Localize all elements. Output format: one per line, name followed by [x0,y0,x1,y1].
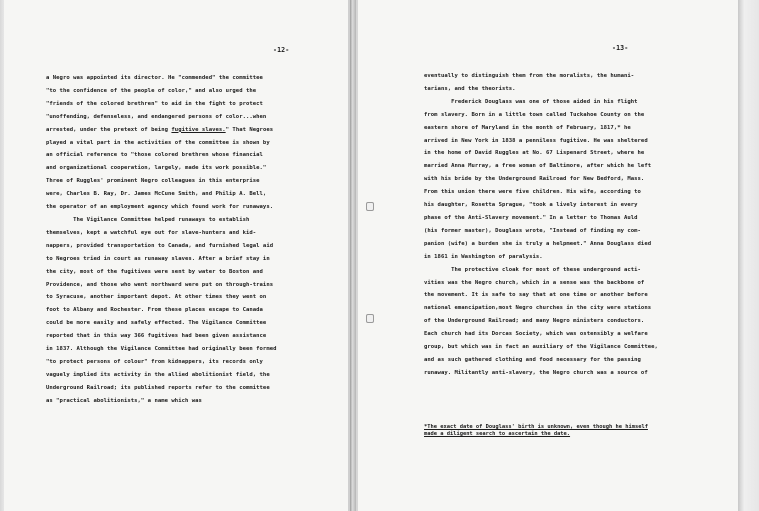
left-text-line: as "practical abolitionists," a name which was [46,397,202,404]
left-text-line: nappers, provided transportation to Canada, and furnished legal aid [46,242,274,249]
left-text-line: "to the confidence of the people of color," and also urged the [46,87,257,94]
right-text-line: in 1861 in Washington of paralysis. [424,253,543,260]
right-page [356,0,738,511]
left-text-line: were, Charles B. Ray, Dr. James McCune Smith, and Philip A. Bell, [46,191,267,198]
right-text-line: group, but which was in fact an auxiliary of the Vigilance Committee, [424,344,658,351]
left-text-line: Underground Railroad; its published reports refer to the committee [46,384,270,391]
left-text-line: to Syracuse, another important depot. At other times they went on [46,294,267,301]
right-text-line: Each church had its Dorcas Society, which was ostensibly a welfare [424,331,648,338]
right-page-number: -13- [612,44,629,52]
right-page-body [424,70,658,380]
right-text-line: runaway. Militantly anti-slavery, the Negro church was a source of [424,369,648,376]
left-text-line: vaguely implied its activity in the allied abolitionist field, the [46,371,270,378]
left-text-line: foot to Albany and Rochester. From these places escape to Canada [46,307,263,314]
left-page [4,0,350,511]
left-text-line: "friends of the colored brethren" to aid in the fight to protect [46,100,263,107]
right-text-line: From this union there were five children. His wife, according to [424,189,641,196]
left-text-line: the city, most of the fugitives were sent by water to Boston and [46,268,263,275]
left-text-line: themselves, kept a watchful eye out for slave-hunters and kid- [46,229,257,236]
scanner-edge [738,0,759,511]
right-text-line: and as such gathered clothing and food necessary for the passing [424,356,641,363]
left-text-line: arrested, under the pretext of being fugitive slaves." That Negroes [46,126,274,133]
left-text-line: to Negroes tried in court as runaway slaves. After a brief stay in [46,255,270,262]
footnote-line: *The exact date of Douglass' birth is unknown, even though he himself [424,424,648,430]
right-text-line: with his bride by the Underground Railroad for New Bedford, Mass. [424,176,645,183]
right-text-line: (his former master), Douglass wrote, "Instead of finding my com- [424,227,641,234]
right-text-line: panion (wife) a burden she is truly a helpmeet." Anna Douglass died [424,240,652,247]
left-text-line: a Negro was appointed its director. He "commended" the committee [46,75,263,81]
right-text-line: the movement. It is safe to say that at one time or another before [424,292,648,299]
left-text-line: "to protect persons of colour" from kidnappers, its records only [46,358,263,365]
left-text-line: the operator of an employment agency which found work for runaways. [46,204,274,211]
right-text-line: from slavery. Born in a little town called Tuckahoe County on the [424,111,645,118]
right-text-line: phase of the Anti-Slavery movement." In a letter to Thomas Auld [424,214,638,221]
left-page-number: -12- [273,46,290,54]
left-text-line: Providence, and those who went northward were put on through-trains [46,281,274,288]
right-text-line: vities was the Negro church, which in a sense was the backbone of [424,279,645,286]
left-text-line: "unoffending, defenseless, and endangered persons of color...when [46,113,267,120]
binder-hole-top [366,202,374,211]
underlined-phrase: fugitive slaves. [171,126,226,133]
right-text-line: eventually to distinguish them from the moralists, the humani- [424,73,635,79]
left-text-line: played a vital part in the activities of the committee is shown by [46,139,270,146]
left-text-line: could be more easily and safely effected. The Vigilance Committee [46,320,267,327]
right-text-line: his daughter, Rosetta Sprague, "took a lively interest in every [424,202,638,209]
right-text-line: Frederick Douglass was one of those aided in his flight [424,98,638,105]
binder-hole-bottom [366,314,374,323]
right-text-line: married Anna Murray, a free woman of Baltimore, after which he left [424,163,652,170]
right-text-line: tarians, and the theorists. [424,85,516,92]
left-text-line: reported that in this way 366 fugitives had been given assistance [46,333,267,340]
left-text-line: an official reference to "those colored brethren whose financial [46,152,263,159]
right-text-line: The protective cloak for most of these underground acti- [424,266,641,273]
right-text-line: eastern shore of Maryland in the month of February, 1817,* he [424,124,631,131]
left-text-line: in 1837. Although the Vigilance Committee had originally been formed [46,346,277,353]
left-text-line: and organizational cooperation, largely, made its work possible." [46,165,267,172]
left-text-line: The Vigilance Committee helped runaways to establish [46,216,250,223]
right-text-line: of the Underground Railroad; and many Negro ministers conductors. [424,318,645,325]
right-text-line: national emancipation,most Negro churches in the city were stations [424,305,652,312]
footnote-line: made a diligent search to ascertain the date. [424,431,571,437]
left-page-body [46,72,277,408]
right-page-footnote [424,424,648,438]
left-text-line: Three of Ruggles' prominent Negro colleagues in this enterprise [46,178,260,185]
right-text-line: in the home of David Ruggles at No. 67 Lispenard Street, where he [424,150,645,157]
right-text-line: arrived in New York in 1838 a penniless fugitive. He was sheltered [424,137,648,144]
